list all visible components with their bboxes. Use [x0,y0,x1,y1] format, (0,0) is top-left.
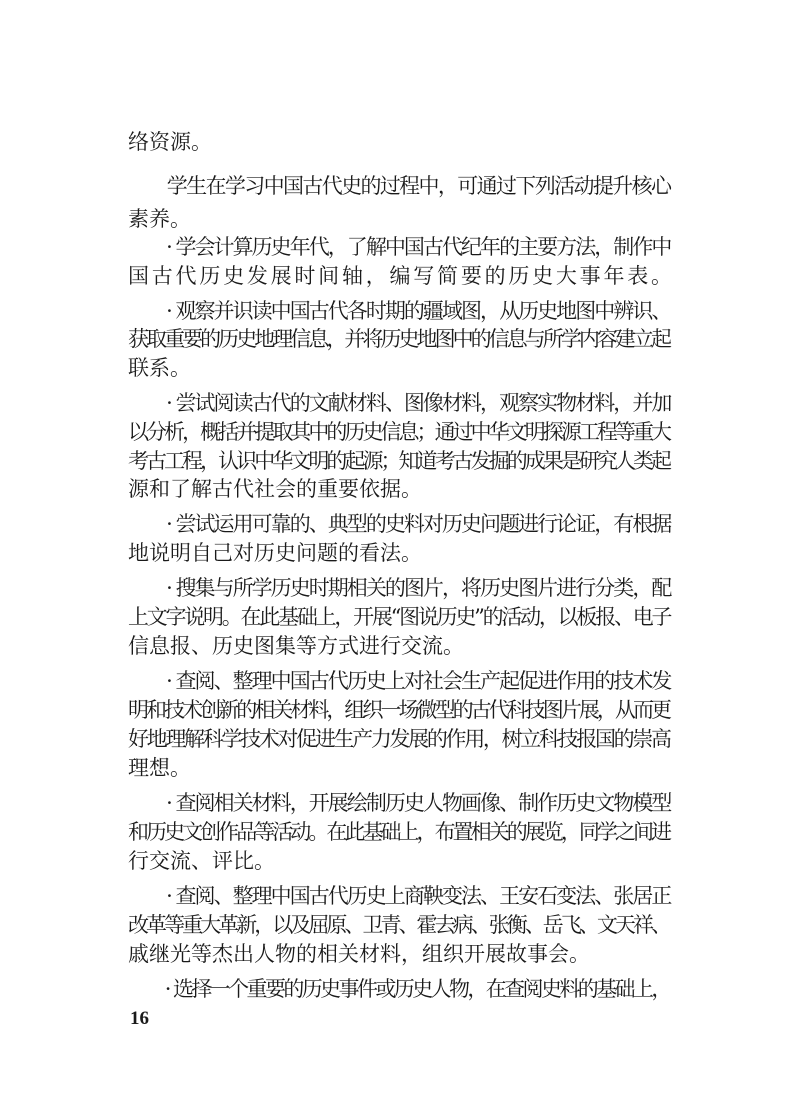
text-line: · 观察并识读中国古代各时期的疆域图，从历史地图中辨识、 [128,299,671,323]
text-line: · 查阅相关材料，开展绘制历史人物画像、制作历史文物模型 [128,791,671,815]
text-line: 行交流、评比。 [128,849,275,873]
text-line: · 选择一个重要的历史事件或历史人物，在查阅史料的基础上， [128,977,670,1001]
text-line: 络资源。 [128,130,212,154]
text-line: · 查阅、整理中国古代历史上商鞅变法、王安石变法、张居正 [128,884,671,908]
text-line: 上文字说明。在此基础上，开展“图说历史”的活动，以板报、电子 [128,605,671,629]
text-line: · 学会计算历史年代，了解中国古代纪年的主要方法，制作中 [128,235,671,259]
text-line: 戚继光等杰出人物的相关材料，组织开展故事会。 [128,942,590,966]
text-line: 联系。 [128,356,191,380]
text-line: · 尝试阅读古代的文献材料、图像材料，观察实物材料，并加 [128,391,671,415]
text-line: 考古工程，认识中华文明的起源；知道考古发掘的成果是研究人类起 [128,449,670,473]
text-line: 地说明自己对历史问题的看法。 [128,541,422,565]
page-number: 16 [130,1008,149,1029]
text-line: 获取重要的历史地理信息，并将历史地图中的信息与所学内容建立起 [128,327,670,351]
text-line: · 搜集与所学历史时期相关的图片，将历史图片进行分类，配 [128,576,671,600]
text-line: 源和了解古代社会的重要依据。 [128,477,422,501]
text-line: 国古代历史发展时间轴，编写简要的历史大事年表。 [128,264,675,288]
text-line: 素养。 [128,207,191,231]
text-line: 明和技术创新的相关材料，组织一场微型的古代科技图片展，从而更 [128,698,670,722]
text-line: · 查阅、整理中国古代历史上对社会生产起促进作用的技术发 [128,669,671,693]
text-line: 学生在学习中国古代史的过程中，可通过下列活动提升核心 [128,174,671,198]
text-line: 以分析，概括并提取其中的历史信息；通过中华文明探源工程等重大 [128,420,670,444]
text-line: · 尝试运用可靠的、典型的史料对历史问题进行论证，有根据 [128,512,671,536]
text-line: 改革等重大革新，以及屈原、卫青、霍去病、张衡、岳飞、文天祥、 [128,913,670,937]
text-line: 好地理解科学技术对促进生产力发展的作用，树立科技报国的崇高 [128,727,670,751]
text-line: 信息报、历史图集等方式进行交流。 [128,634,464,658]
text-line: 和历史文创作品等活动。在此基础上，布置相关的展览，同学之间进 [128,820,670,844]
text-line: 理想。 [128,756,191,780]
